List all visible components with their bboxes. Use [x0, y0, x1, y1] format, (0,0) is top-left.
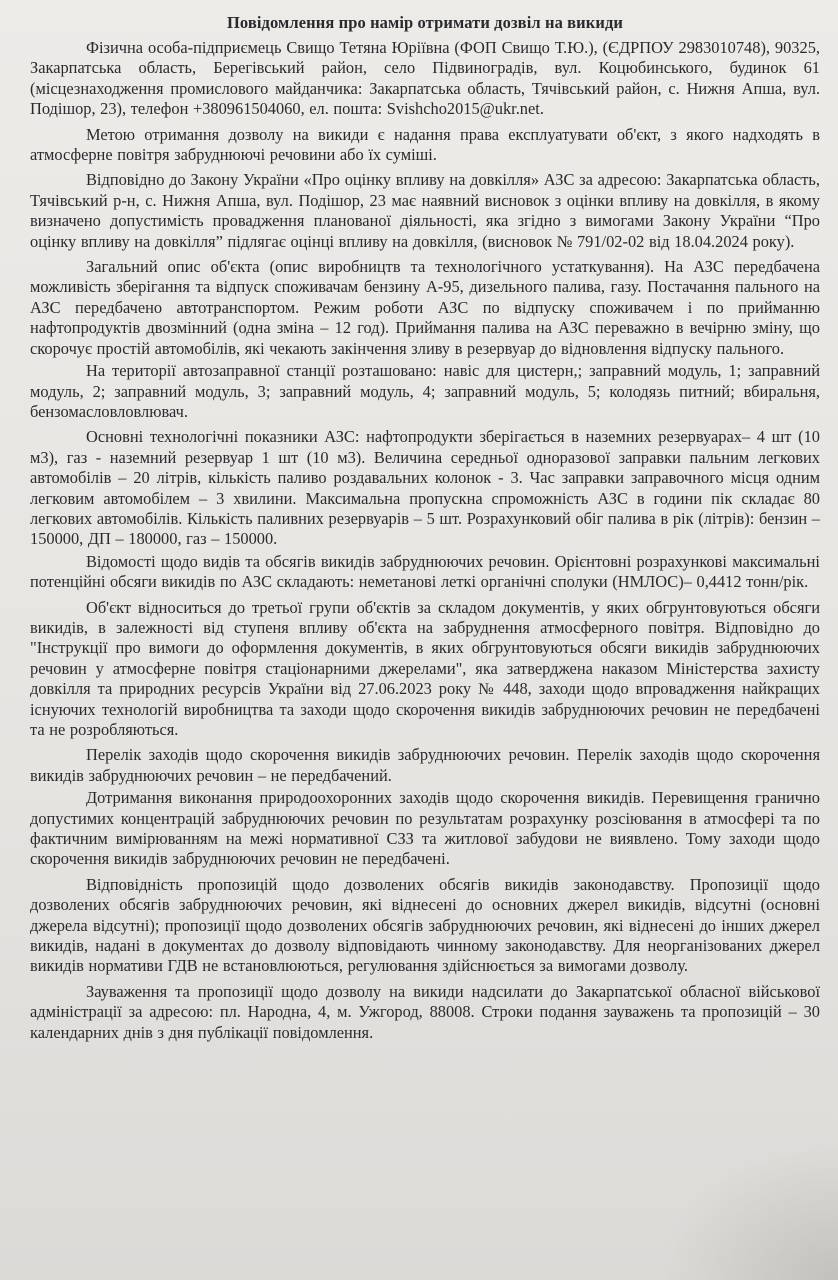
paragraph-territory: На території автозаправної станції розташовано: навіс для цистерн,; заправний модуль, 1; заправний модуль, 2; заправний модуль, 3; заправний модуль, 4; заправний модуль, 5; колодязь питний; вбиральня, бензомасловловлювач. — [30, 361, 820, 421]
paragraph-object-group: Об'єкт відноситься до третьої групи об'єктів за складом документів, у яких обгрунтовуються обсяги викидів, в залежності від ступеня впливу об'єкта на забруднення атмосферного повітря. Відповідно до "Інструкції про вимоги до оформлення документів, в яких обгрунтовуються обсяги викидів забруднюючих речовин у атмосферне повітря стаціонарними джерелами", яка затверджена наказом Міністерства захисту довкілля та природних ресурсів України від 27.06.2023 року № 448, заходи щодо впровадження найкращих існуючих технологій виробництва та заходи щодо скорочення викидів забруднюючих речовин не передбачені та не розробляються. — [30, 597, 820, 739]
paragraph-reduction-measures: Перелік заходів щодо скорочення викидів забруднюючих речовин. Перелік заходів щодо скорочення викидів забруднюючих речовин – не передбачений. — [30, 745, 820, 785]
paragraph-emissions-info: Відомості щодо видів та обсягів викидів забруднюючих речовин. Орієнтовні розрахункові максимальні потенційні обсяги викидів по АЗС складають: неметанові леткі органічні сполуки (НМЛОС)– 0,4412 тонн/рік. — [30, 551, 820, 592]
paragraph-law-compliance: Відповідно до Закону України «Про оцінку впливу на довкілля» АЗС за адресою: Закарпатська область, Тячівський р-н, с. Нижня Апша, вул. Подішор, 23 має наявний висновок з оцінки впливу на довкілля, в якому визначено допустимість провадження планованої діяльності, яка згідно з вимогами Закону України “Про оцінку впливу на довкілля” підлягає оцінці впливу на довкілля, (висновок № 791/02-02 від 18.04.2024 року). — [30, 170, 820, 251]
paragraph-environmental-compliance: Дотримання виконання природоохоронних заходів щодо скорочення викидів. Перевищення гранично допустимих концентрацій забруднюючих речовин по результатам розрахунку розсіювання в атмосфері та по фактичним вимірюванням на межі нормативної СЗЗ та житлової забудови не виявлено. Тому заходи щодо скорочення викидів забруднюючих речовин не передбачені. — [30, 788, 820, 869]
paragraph-comments-address: Зауваження та пропозиції щодо дозволу на викиди надсилати до Закарпатської обласної військової адміністрації за адресою: пл. Народна, 4, м. Ужгород, 88008. Строки подання зауважень та пропозицій – 30 календарних днів з дня публікації повідомлення. — [30, 981, 820, 1042]
paragraph-applicant: Фізична особа-підприємець Свищо Тетяна Юріївна (ФОП Свищо Т.Ю.), (ЄДРПОУ 2983010748), 90325, Закарпатська область, Берегівський район, село Підвиноградів, вул. Коцюбинського, будинок 61 (місцезнаходження промислового майданчика: Закарпатська область, Тячівський район, с. Нижня Апша, вул. Подішор, 23), телефон +380961504060, ел. пошта: Svishcho2015@ukr.net. — [30, 38, 820, 119]
paragraph-legislation-compliance: Відповідність пропозицій щодо дозволених обсягів викидів законодавству. Пропозиції щодо дозволених обсягів забруднюючих речовин, які віднесені до основних джерел викидів, відсутні (основні джерела відсутні); пропозиції щодо дозволених обсягів забруднюючих речовин, які віднесені до інших джерел викидів, надані в документах до дозволу відповідають чинному законодавству. Для неорганізованих джерел викидів нормативи ГДВ не встановлюються, регулювання здійснюється за вимогами дозволу. — [30, 874, 820, 976]
document-title: Повідомлення про намір отримати дозвіл на викиди — [226, 13, 624, 32]
paragraph-tech-indicators: Основні технологічні показники АЗС: нафтопродукти зберігається в наземних резервуарах– 4 шт (10 м3), газ - наземний резервуар 1 шт (10 м3). Величина середньої одноразової заправки пальним легкових автомобілів – 20 літрів, кількість паливо роздавальних колонок - 3. Час заправки заправочного місця одним легковим автомобілем – 3 хвилини. Максимальна пропускна спроможність АЗС в години пік складає 80 легкових автомобілів. Кількість паливних резервуарів – 5 шт. Розрахунковий обіг палива в рік (літрів): бензин – 150000, ДП – 180000, газ – 150000. — [30, 427, 820, 549]
page-shadow — [658, 1140, 838, 1280]
paragraph-object-description: Загальний опис об'єкта (опис виробництв та технологічного устаткування). На АЗС передбачена можливість зберігання та відпуск споживачам бензину А-95, дизельного палива, газу. Постачання пального на АЗС передбачено автотранспортом. Режим роботи АЗС по відпуску споживачем і по прийманню нафтопродуктів двозмінний (одна зміна – 12 год). Приймання палива на АЗС переважно в вечірню зміну, що скорочує простій автомобілів, які чекають закінчення зливу в резервуар до відновлення відпуску пального. — [30, 257, 820, 358]
paragraph-purpose: Метою отримання дозволу на викиди є надання права експлуатувати об'єкт, з якого надходять в атмосферне повітря забруднюючі речовини або їх суміші. — [30, 124, 820, 165]
